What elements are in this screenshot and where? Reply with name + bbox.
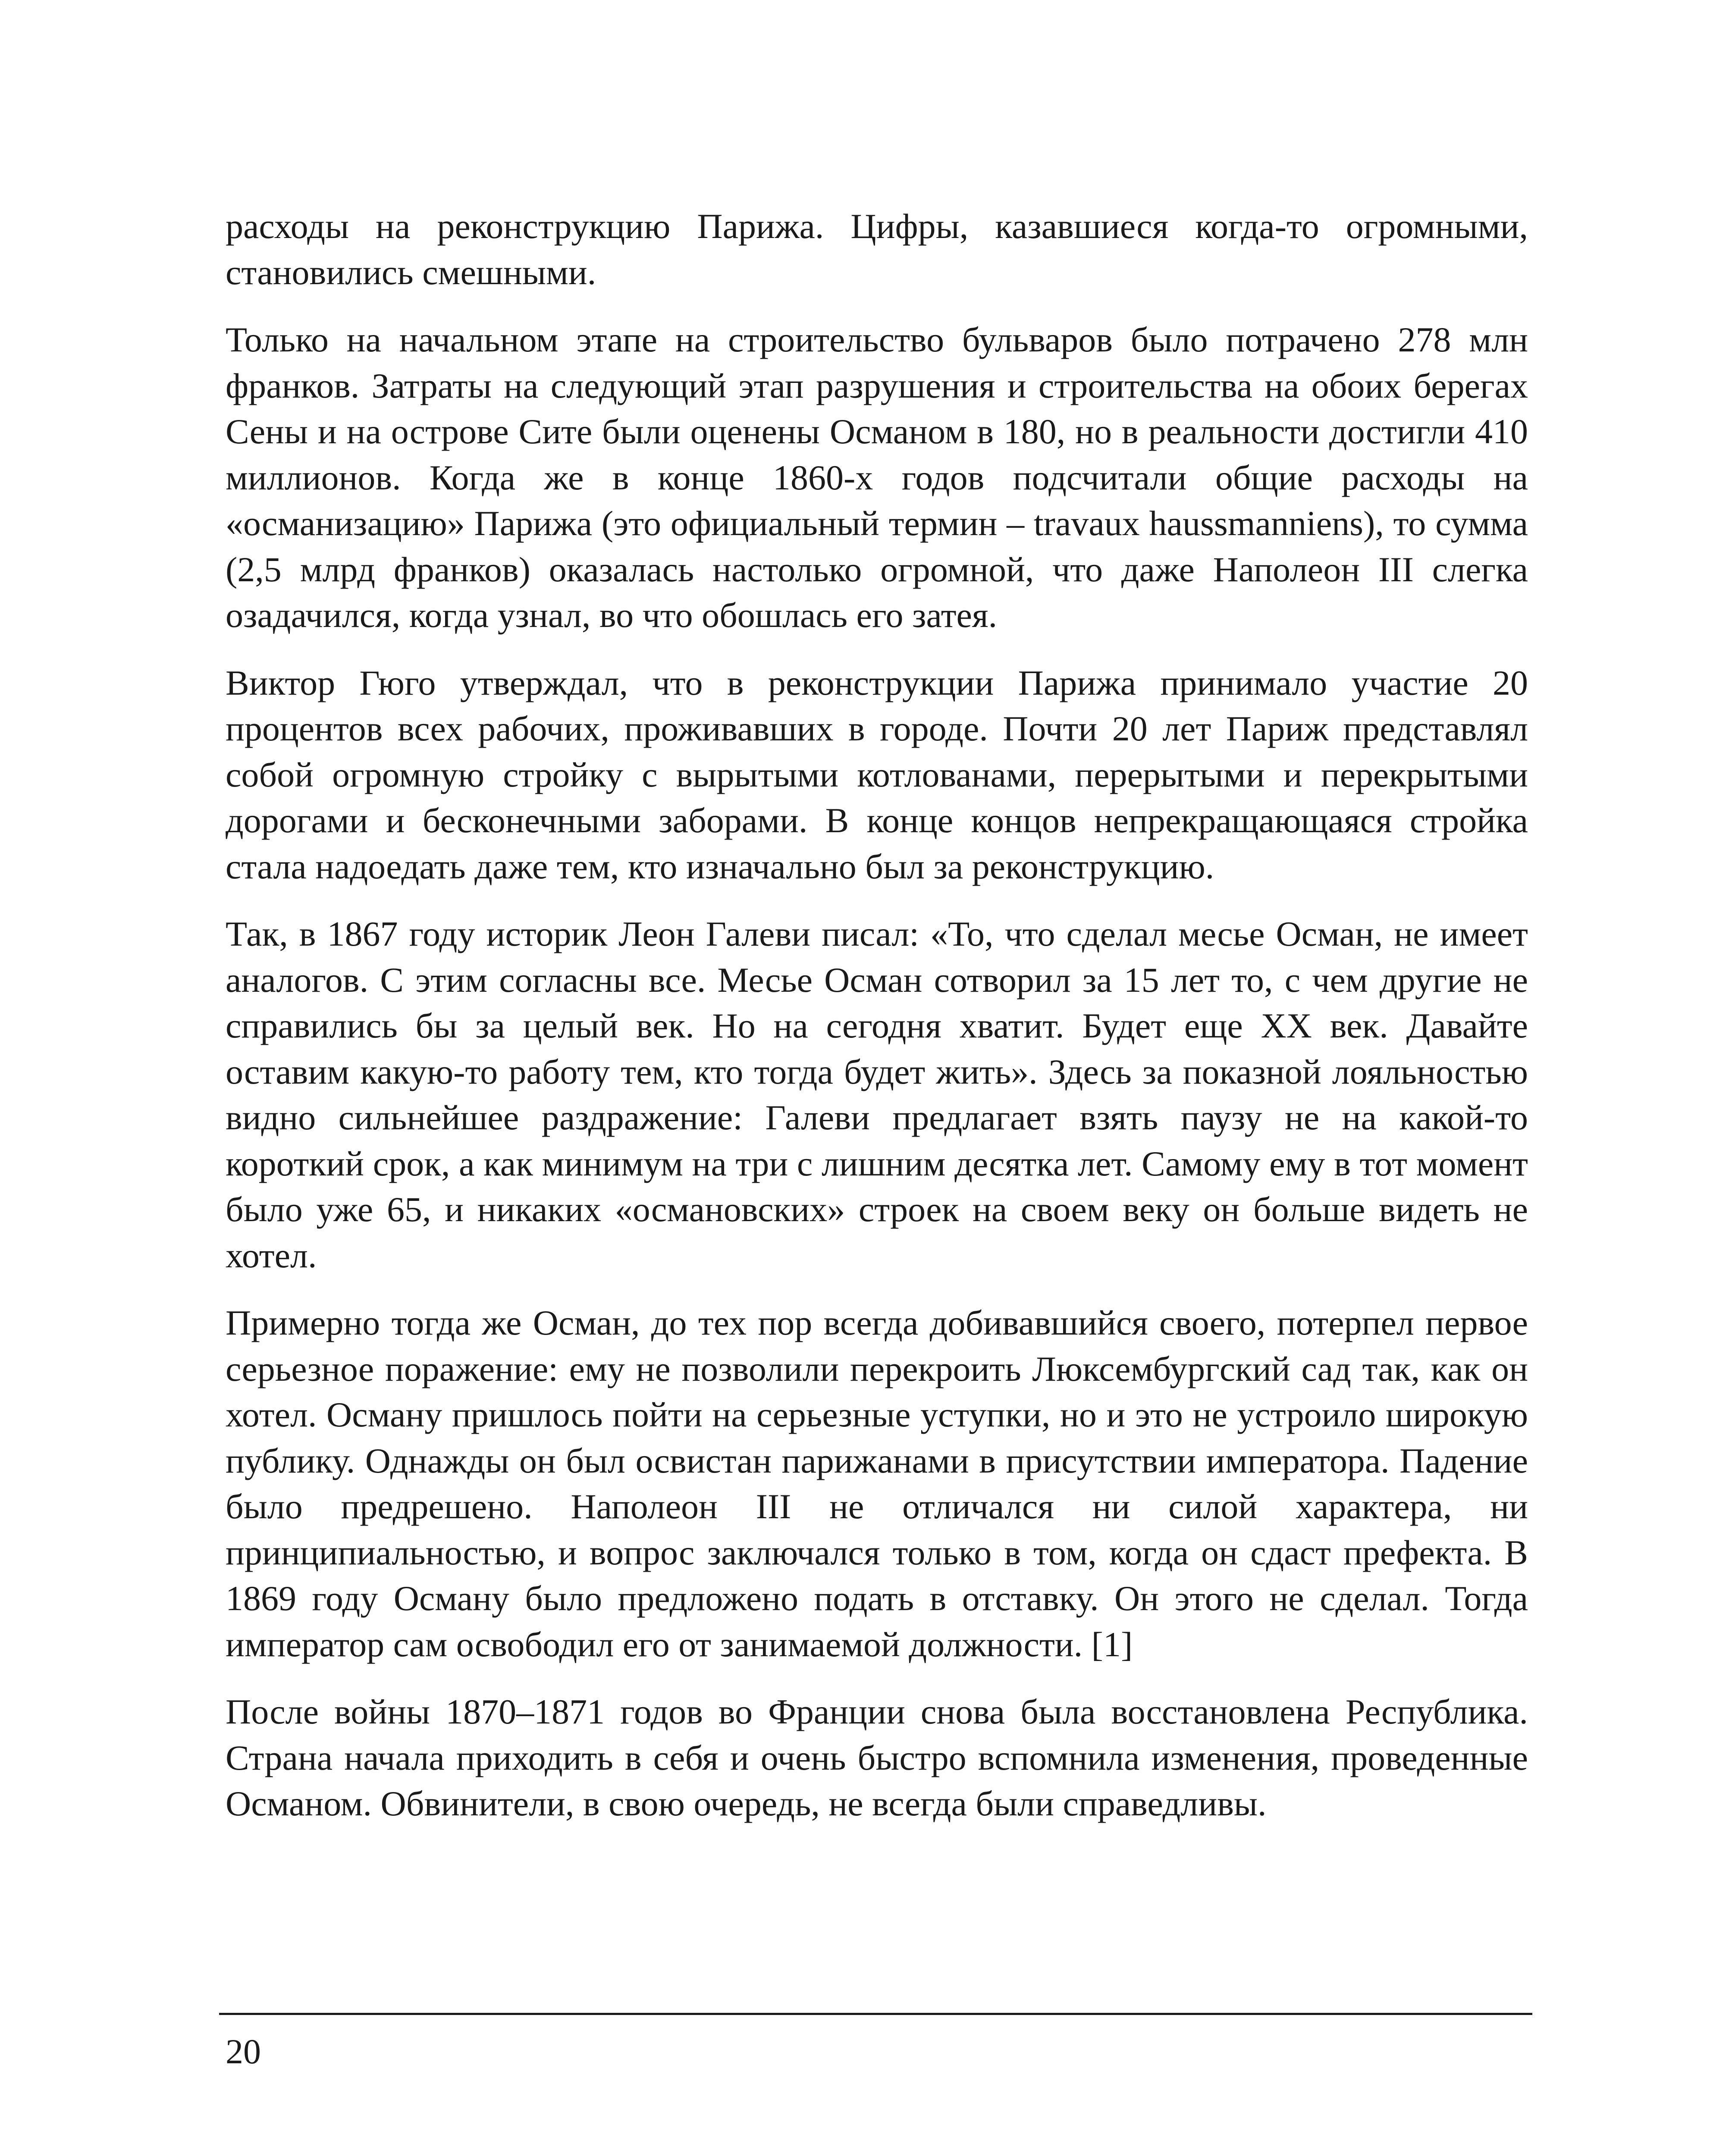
footer-divider xyxy=(219,2013,1532,2015)
body-text xyxy=(226,204,1528,1849)
paragraph-2: Только на начальном этапе на строительство бульваров было потрачено 278 млн франков. Затраты на следующий этап разрушения и строительства на обоих берегах Сены и на острове Сите были оценены Османом в 180, но в реальности достигли 410 миллионов. Когда же в конце 1860-х годов подсчитали общие расходы на «османизацию» Парижа (это официальный термин – travaux haussmanniens), то сумма (2,5 млрд франков) оказалась настолько огромной, что даже Наполеон III слегка озадачился, когда узнал, во что обошлась его затея. xyxy=(226,320,1528,635)
paragraph-4: Так, в 1867 году историк Леон Галеви писал: «То, что сделал месье Осман, не имеет аналогов. С этим согласны все. Месье Осман сотворил за 15 лет то, с чем другие не справились бы за целый век. Но на сегодня хватит. Будет еще XX век. Давайте оставим какую-то работу тем, кто тогда будет жить». Здесь за показной лояльностью видно сильнейшее раздражение: Галеви предлагает взять паузу не на какой-то короткий срок, а как минимум на три с лишним десятка лет. Самому ему в тот момент было уже 65, и никаких «османовских» строек на своем веку он больше видеть не хотел. xyxy=(226,914,1528,1275)
page-number: 20 xyxy=(226,2032,261,2071)
paragraph-1: расходы на реконструкцию Парижа. Цифры, казавшиеся когда-то огромными, становились смешными. xyxy=(226,207,1528,292)
paragraph-6: После войны 1870–1871 годов во Франции снова была восстановлена Республика. Страна начала приходить в себя и очень быстро вспомнила изменения, проведенные Османом. Обвинители, в свою очередь, не всегда были справедливы. xyxy=(226,1692,1528,1823)
paragraph-5: Примерно тогда же Осман, до тех пор всегда добивавшийся своего, потерпел первое серьезное поражение: ему не позволили перекроить Люксембургский сад так, как он хотел. Осману пришлось пойти на серьезные уступки, но и это не устроило широкую публику. Однажды он был освистан парижанами в присутствии императора. Падение было предрешено. Наполеон III не отличался ни силой характера, ни принципиальностью, и вопрос заключался только в том, когда он сдаст префекта. В 1869 году Осману было предложено подать в отставку. Он этого не сделал. Тогда император сам освободил его от занимаемой должности. [1] xyxy=(226,1303,1528,1664)
paragraph-3: Виктор Гюго утверждал, что в реконструкции Парижа принимало участие 20 процентов всех рабочих, проживавших в городе. Почти 20 лет Париж представлял собой огромную стройку с вырытыми котлованами, перерытыми и перекрытыми дорогами и бесконечными заборами. В конце концов непрекращающаяся стройка стала надоедать даже тем, кто изначально был за реконструкцию. xyxy=(226,663,1528,886)
